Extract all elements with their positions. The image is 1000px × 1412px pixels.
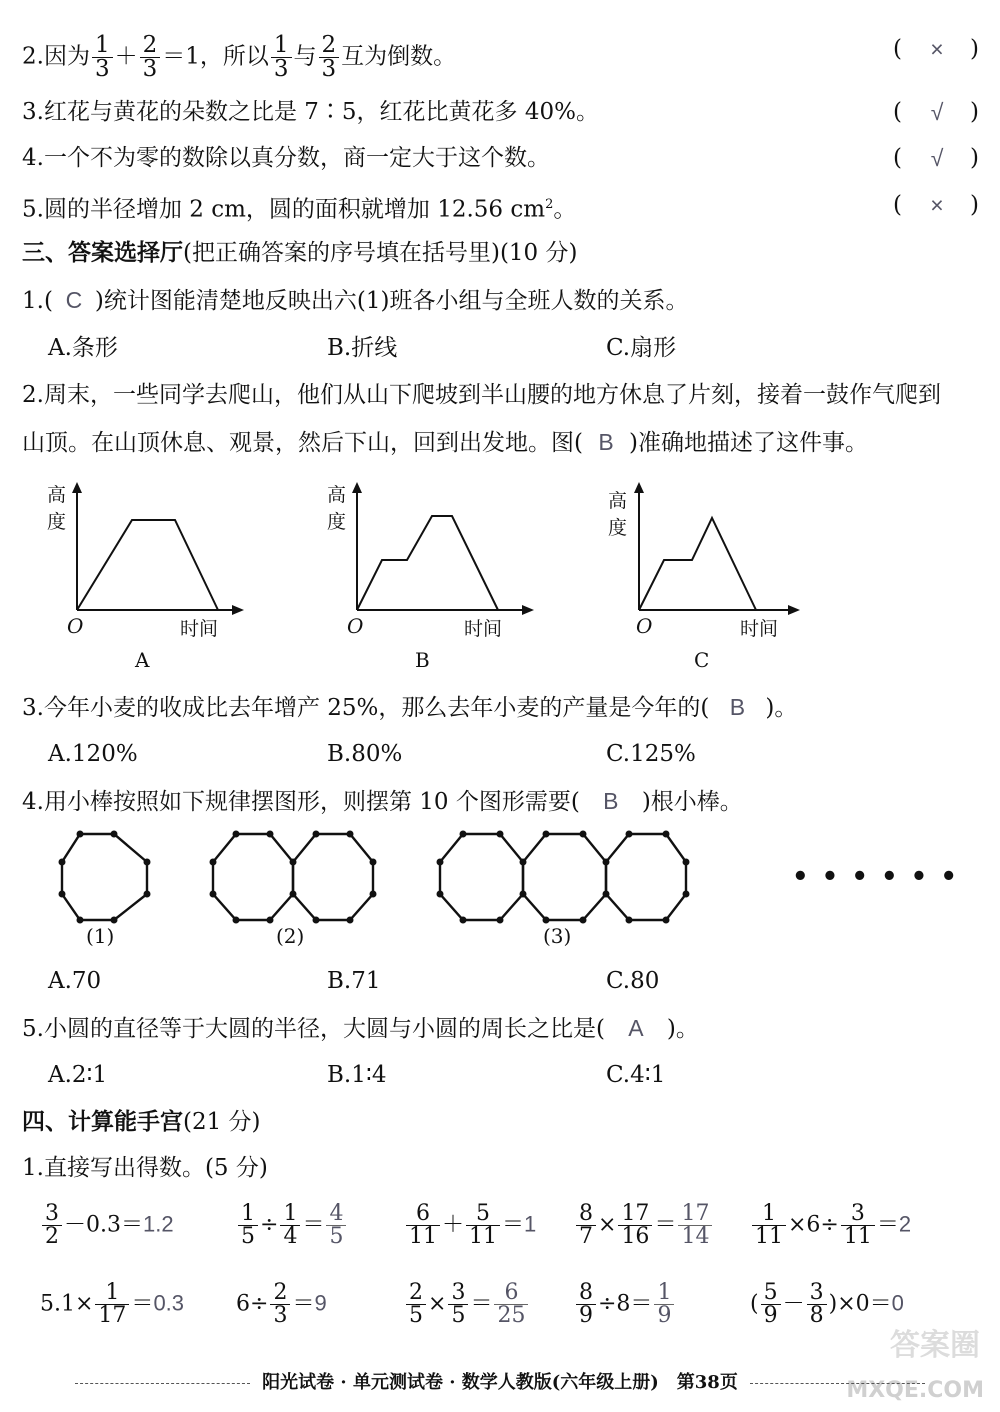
watermark-url: MXQE.COM	[846, 1378, 984, 1403]
answer-slot[interactable]: A	[628, 1015, 644, 1041]
figure-label-3: (3)	[543, 924, 572, 948]
calc-r1c3: $\frac{6}{11}$ ＋ $\frac{5}{11}$ ＝1	[404, 1203, 536, 1248]
graph-c-ylabel: 高 度	[608, 490, 628, 539]
calc-r1c5: $\frac{1}{11}$ ×6÷ $\frac{3}{11}$ ＝2	[750, 1203, 911, 1248]
judge-item-4: 4.一个不为零的数除以真分数，商一定大于这个数。	[22, 145, 550, 171]
question-3: 3.今年小麦的收成比去年增产 25%，那么去年小麦的产量是今年的( B )。	[22, 694, 798, 721]
graph-b-ylabel: 高 度	[327, 484, 347, 533]
watermark-logo: 答案圈	[890, 1328, 980, 1363]
question-4: 4.用小棒按照如下规律摆图形，则摆第 10 个图形需要( B )根小棒。	[22, 788, 743, 815]
graph-a-ylabel: 高 度	[47, 484, 67, 533]
calc-r2c3: $\frac{2}{5}$ × $\frac{3}{5}$ ＝ $\frac{6}{25}$	[404, 1282, 530, 1327]
calc-r2c4: $\frac{8}{9}$ ÷8＝ $\frac{1}{9}$	[574, 1282, 676, 1327]
option-c: C.80	[606, 968, 660, 994]
answer-slot[interactable]: C	[65, 287, 83, 313]
option-a: A.条形	[48, 335, 118, 361]
question-1: 1.( C )统计图能清楚地反映出六(1)班各小组与全班人数的关系。	[22, 287, 689, 314]
fraction: $\frac{1}{3}$	[92, 34, 113, 81]
graph-b-caption: B	[415, 648, 430, 672]
option-c: C.扇形	[606, 335, 677, 361]
question-5: 5.小圆的直径等于大圆的半径，大圆与小圆的周长之比是( A )。	[22, 1015, 699, 1042]
option-b: B.71	[327, 968, 381, 994]
fraction: $\frac{2}{3}$	[319, 34, 340, 81]
calc-r2c5: ( $\frac{5}{9}$ － $\frac{3}{8}$ )×0＝0	[750, 1280, 904, 1328]
fraction: $\frac{2}{3}$	[140, 34, 161, 81]
option-a: A.2∶1	[48, 1062, 108, 1088]
judge-item-3: 3.红花与黄花的朵数之比是 7∶5，红花比黄花多 40%。	[22, 99, 599, 125]
graph-a	[70, 480, 250, 620]
figure-label-2: (2)	[276, 924, 305, 948]
graph-b-xlabel: 时间	[464, 618, 503, 640]
option-c: C.4∶1	[606, 1062, 666, 1088]
calc-r1c1: $\frac{3}{2}$ －0.3＝1.2	[40, 1203, 174, 1248]
graph-a-origin: O	[67, 614, 84, 638]
page-footer: 阳光试卷 · 单元测试卷 · 数学人教版(六年级上册) 第38页	[20, 1368, 980, 1394]
section-3-heading: 三、答案选择厅(把正确答案的序号填在括号里)(10 分)	[22, 239, 578, 266]
answer-slot[interactable]: B	[603, 788, 619, 814]
fraction: $\frac{1}{3}$	[271, 34, 292, 81]
graph-a-caption: A	[135, 648, 150, 672]
option-b: B.折线	[327, 335, 398, 361]
calc-r1c2: $\frac{1}{5}$ ÷ $\frac{1}{4}$ ＝ $\frac{4}{5}$	[236, 1203, 348, 1248]
option-b: B.80%	[327, 741, 403, 767]
calc-intro: 1.直接写出得数。(5 分)	[22, 1155, 268, 1181]
figure-label-1: (1)	[86, 924, 115, 948]
option-c: C.125%	[606, 741, 696, 767]
graph-c-caption: C	[694, 648, 710, 672]
graph-b-origin: O	[347, 614, 364, 638]
graph-c	[632, 480, 812, 620]
graph-c-origin: O	[636, 614, 653, 638]
graph-a-xlabel: 时间	[180, 618, 219, 640]
graph-c-xlabel: 时间	[740, 618, 779, 640]
question-2-line2: 山顶。在山顶休息、观景，然后下山，回到出发地。图( B )准确地描述了这件事。	[22, 429, 868, 456]
calc-r2c1: 5.1× $\frac{1}{17}$ ＝0.3	[40, 1280, 185, 1328]
continuation-dots: • • • • • •	[792, 862, 959, 892]
option-b: B.1∶4	[327, 1062, 387, 1088]
question-2-line1: 2.周末，一些同学去爬山，他们从山下爬坡到半山腰的地方休息了片刻，接着一鼓作气爬到	[22, 382, 941, 408]
judge-item-2: 2.因为 $\frac{1}{3}$ ＋ $\frac{2}{3}$ ＝1，所以 $\frac{1}{3}$ 与 $\frac{2}{3}$ 互为倒数。	[22, 32, 457, 82]
answer-slot[interactable]: B	[598, 429, 614, 455]
calc-r2c2: 6÷ $\frac{2}{3}$ ＝9	[236, 1280, 327, 1328]
option-a: A.70	[48, 968, 102, 994]
calc-r1c4: $\frac{8}{7}$ × $\frac{17}{16}$ ＝ $\frac{17}{14}$	[574, 1203, 714, 1248]
judge-item-5: 5.圆的半径增加 2 cm，圆的面积就增加 12.56 $cm^2$。	[22, 196, 577, 223]
option-a: A.120%	[48, 741, 138, 767]
graph-b	[350, 480, 540, 620]
section-4-heading: 四、计算能手宫(21 分)	[22, 1108, 261, 1135]
answer-slot[interactable]: B	[729, 694, 746, 720]
